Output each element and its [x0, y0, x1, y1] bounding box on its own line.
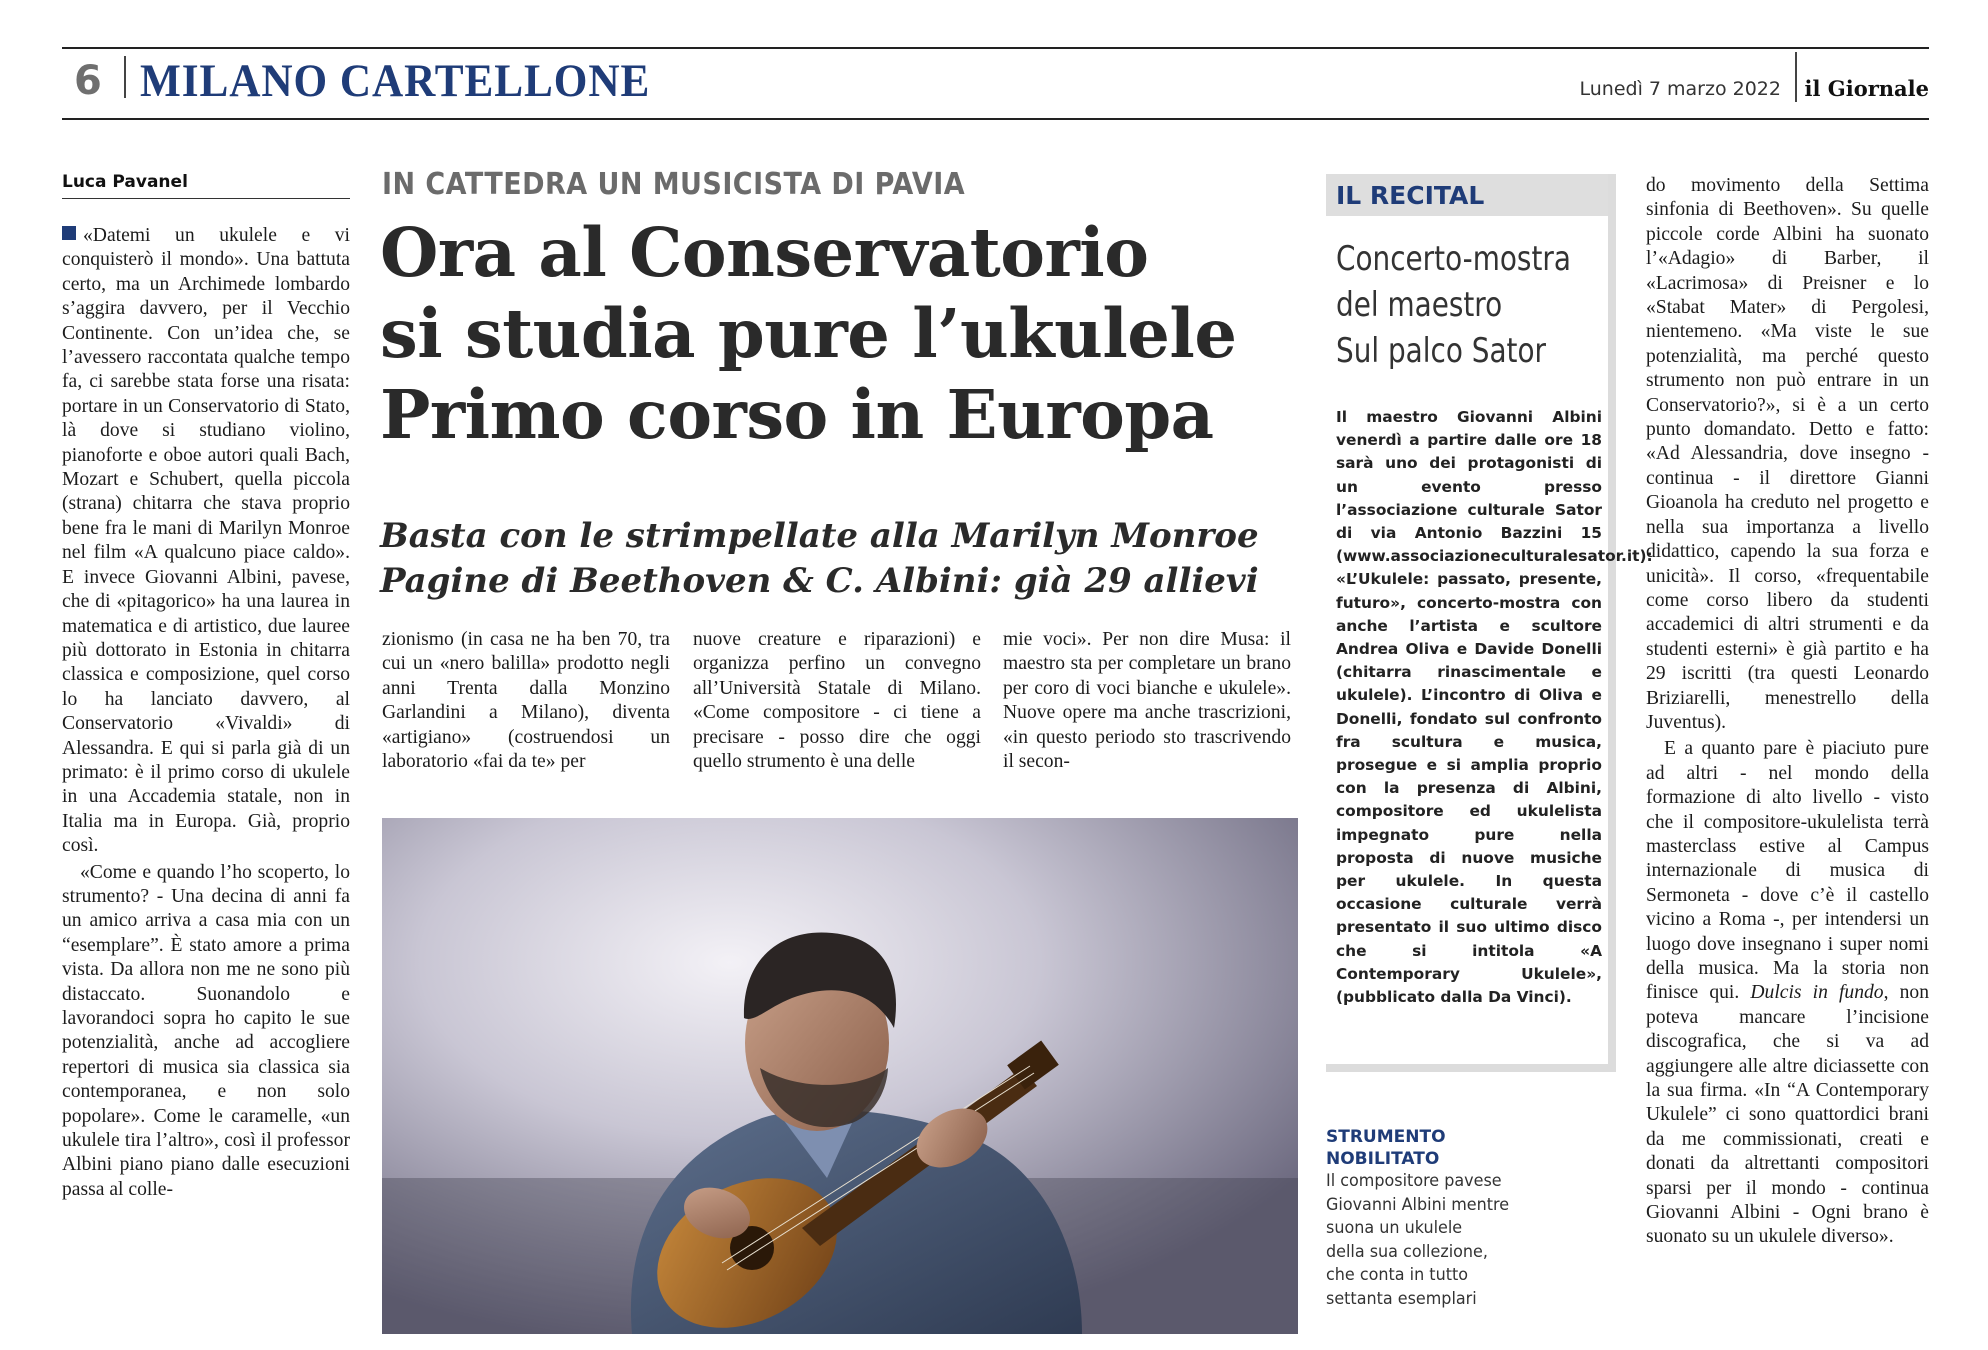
bullet-square-icon — [62, 226, 76, 240]
article-paragraph: do movimento della Settima sinfonia di Beethoven». Su quelle piccole corde Albini ha suonato l’«Adagio» di Barber, il «Lacrimosa» di Preisner e lo «Stabat Mater» di Pergolesi, nientemeno. «Ma viste le sue potenzialità, ma perché questo strumento non può entrare in un Conservatorio?», si è a un certo punto domandato. Detto e fatto: «Ad Alessandria, dove insegno - continua - il direttore Gianni Gioanola ha creduto nel progetto e nella sua importanza a livello didattico, capendo la sua forza e unicità». Il corso, «frequentabile come corso libero da studenti accademici di altri strumenti e da studenti esterni» è già partito e ha 29 iscritti (tra questi Leonardo Briziarelli, menestrello della Juventus). — [1646, 175, 1929, 733]
paragraph-text: , non poteva mancare l’incisione discografica, che si va ad aggiungere alle altre diciassette con la sua firma. «In “A Contemporary Ukulele” ci sono quattordici brani da me commissionati, creati e donati da altrettanti compositori sparsi per il mondo - continua Giovanni Albini - Ogni brano è suonato su un ukulele diverso». — [1646, 982, 1929, 1248]
kicker: IN CATTEDRA UN MUSICISTA DI PAVIA — [382, 167, 966, 202]
article-column-2 — [382, 628, 670, 774]
photo-musician-with-ukulele — [382, 818, 1298, 1334]
subheadline — [380, 514, 1320, 604]
page-number: 6 — [74, 58, 102, 104]
issue-date: Lunedì 7 marzo 2022 — [1579, 78, 1781, 100]
article-column-1 — [62, 224, 350, 1202]
sidebar-title-line: Sul palco Sator — [1336, 331, 1546, 371]
caption-line: Il compositore pavese — [1326, 1171, 1502, 1191]
sidebar-title-line: Concerto-mostra — [1336, 239, 1571, 279]
paragraph-text: «Datemi un ukulele e vi conquisterò il mondo». Una battuta certo, ma un Archimede lombardo s’aggira davvero, per il Vecchio Continente. Con un’idea che, se l’avessero raccontata qualche tempo fa, ci sarebbe stata forse una risata: portare in un Conservatorio di Stato, là dove si studiano violino, pianoforte e oboe autori quali Bach, Mozart e Schubert, quella piccola (strana) chitarra che stava proprio bene fra le mani di Marilyn Monroe nel film «A qualcuno piace caldo». E invece Giovanni Albini, pavese, che di «pitagorico» ha una laurea in matematica e di artistico, due lauree più dottorato in Estonia in chitarra classica e composizione, quel corso lo ha lanciato davvero, al Conservatorio «Vivaldi» di Alessandra. E qui si parla già di un primato: è il primo corso di ukulele in una Accademia statale, non in Italia ma in Europa. Già, proprio così. — [62, 225, 350, 857]
headline-line: si studia pure l’ukulele — [380, 294, 1237, 373]
caption-line: Giovanni Albini mentre — [1326, 1194, 1510, 1215]
top-rule — [62, 47, 1929, 49]
newspaper-masthead: il Giornale — [1804, 76, 1929, 101]
article-column-5 — [1646, 174, 1929, 1250]
paragraph-text: E a quanto pare è piaciuto pure ad altri - nel mondo della formazione di alto livello - visto che il compositore-ukulelista terrà masterclass estive al Campus internazionale di musica di Sermoneta - dove c’è il castello vicino a Roma -, per intendersi un luogo dove insegnano i super nomi della musica. Ma la storia non finisce qui. — [1646, 738, 1929, 1004]
caption-line: suona un ukulele — [1326, 1218, 1463, 1239]
article-paragraph: zionismo (in casa ne ha ben 70, tra cui un «nero balilla» prodotto negli anni Trenta dalla Monzino Garlandini a Milano), diventa «artigiano» (costruendosi un laboratorio «fai da te» per — [382, 629, 670, 773]
sidebar-title — [1336, 236, 1571, 374]
photo-caption-title — [1326, 1126, 1606, 1170]
sidebar-label: IL RECITAL — [1326, 174, 1608, 216]
article-column-4 — [1003, 628, 1291, 774]
caption-line: della sua collezione, — [1326, 1241, 1488, 1262]
caption-title-line: STRUMENTO — [1326, 1127, 1446, 1147]
sidebar-title-line: del maestro — [1336, 285, 1503, 325]
subheadline-line: Basta con le strimpellate alla Marilyn Monroe — [380, 516, 1259, 556]
article-column-3 — [693, 628, 981, 774]
article-paragraph: «Come e quando l’ho scoperto, lo strumento? - Una decina di anni fa un amico arriva a casa mia con un “esemplare”. È stato amore a prima vista. Da allora non me ne sono più distaccato. Suonandolo e lavorandoci sopra ho capito le sue potenzialità, anche ad accogliere repertori di musica sia classica sia contemporanea, e non solo popolare». Come le caramelle, «un ukulele tira l’altro», così il professor Albini piano piano dalle esecuzioni passa al colle- — [62, 861, 350, 1200]
article-paragraph — [62, 224, 350, 859]
subheadline-line: Pagine di Beethoven & C. Albini: già 29 allievi — [380, 561, 1259, 601]
caption-title-line: NOBILITATO — [1326, 1149, 1440, 1169]
sidebar-box — [1326, 174, 1653, 1072]
headline — [380, 212, 1320, 455]
section-title: MILANO CARTELLONE — [140, 55, 651, 107]
header-rule — [62, 118, 1929, 120]
photo-caption — [1326, 1170, 1589, 1312]
article-photo — [382, 818, 1298, 1334]
italic-phrase: Dulcis in fundo — [1750, 982, 1884, 1004]
article-paragraph: nuove creature e riparazioni) e organizza perfino un convegno all’Università Statale di Milano. «Come compositore - ci tiene a precisare - posso dire che oggi quello strumento è una delle — [693, 629, 981, 773]
header-divider — [124, 56, 126, 98]
page-header — [62, 52, 1929, 108]
caption-line: che conta in tutto — [1326, 1265, 1469, 1286]
author-byline: Luca Pavanel — [62, 172, 350, 199]
article-paragraph: mie voci». Per non dire Musa: il maestro sta per completare un brano per coro di voci bianche e ukulele». Nuove opere ma anche trascrizioni, «in questo periodo sto trascrivendo il secon- — [1003, 629, 1291, 773]
headline-line: Ora al Conservatorio — [380, 213, 1149, 292]
header-divider — [1795, 52, 1797, 102]
sidebar-text: Il maestro Giovanni Albini venerdì a partire dalle ore 18 sarà uno dei protagonisti di un evento presso l’associazione culturale Sator di via Antonio Bazzini 15 (www.associazioneculturalesator.it): «L’Ukulele: passato, presente, futuro», concerto-mostra con anche l’artista e scultore Andrea Oliva e Davide Donelli (chitarra rinascimentale e ukulele). L’incontro di Oliva e Donelli, fondato sul confronto fra scultura e musica, prosegue e si amplia proprio con la presenza di Albini, compositore ed ukulelista impegnato pure nella proposta di nuove musiche per ukulele. In questa occasione culturale verrà presentato il suo ultimo disco che si intitola «A Contemporary Ukulele», (pubblicato dalla Da Vinci). — [1336, 408, 1653, 1007]
headline-line: Primo corso in Europa — [380, 375, 1214, 454]
caption-line: settanta esemplari — [1326, 1288, 1477, 1309]
article-paragraph — [1646, 737, 1929, 1250]
